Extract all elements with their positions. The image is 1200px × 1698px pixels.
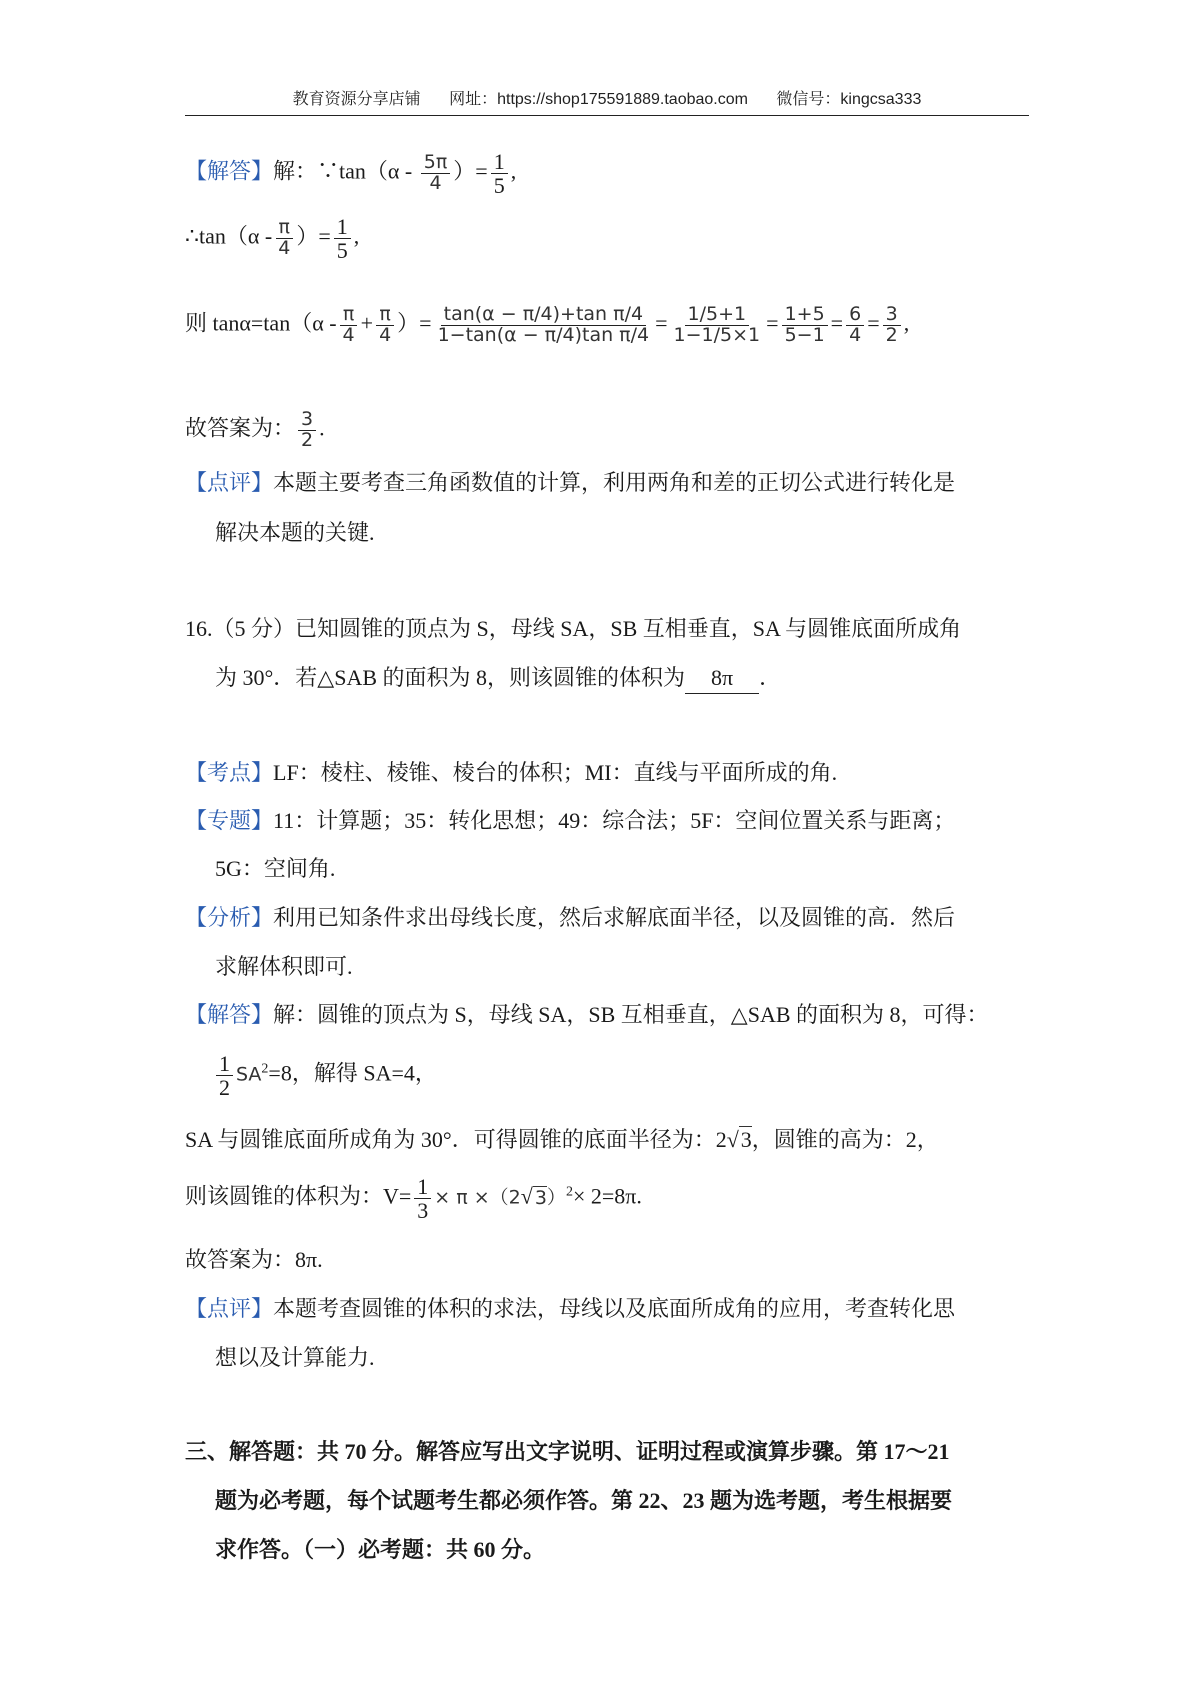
fraction-1-5: $\frac{1}{5}$ [491,150,508,197]
answer-blank: 8π [685,663,759,694]
q15-review-line1: 【点评】本题主要考查三角函数值的计算，利用两角和差的正切公式进行转化是 [185,470,956,495]
q15-answer-line1: 【解答】解：∵tan（α - $\frac{5\pi}{4}$ ）= $\frac{1}{5}$ , [185,149,517,199]
fraction-pi-4: $\frac{\pi}{4}$ [275,218,293,259]
shop-name: 教育资源分享店铺 [292,91,421,108]
review-tag: 【点评】 [185,1296,274,1321]
fraction-3-2: $\frac{3}{2}$ [298,410,316,451]
kaodian-tag: 【考点】 [185,760,274,785]
q16-answer-line4: 则该圆锥的体积为：V= $\frac{1}{3}$ × π ×（2√ 3）$^2$× 2=8π. [185,1174,642,1224]
fraction-1-5: $\frac{1}{5}$ [334,215,351,262]
q16-zhuanti-line2: 5G：空间角. [215,856,336,881]
fraction-5pi-4: $\frac{5\pi}{4}$ [421,153,451,194]
section3-heading-line1: 三、解答题：共 70 分。解答应写出文字说明、证明过程或演算步骤。第 17～21 [185,1439,950,1464]
answer-tag: 【解答】 [185,1002,274,1027]
answer-tag: 【解答】 [185,158,274,184]
q16-review-line1: 【点评】本题考查圆锥的体积的求法，母线以及底面所成角的应用，考查转化思 [185,1296,956,1321]
q15-answer-line2: ∴tan（α - $\frac{\pi}{4}$ ）= $\frac{1}{5}$ , [185,214,360,264]
q16-answer-line3: SA 与圆锥底面所成角为 30°．可得圆锥的底面半径为：2√3，圆锥的高为：2， [185,1127,939,1152]
q15-final-answer: 故答案为： $\frac{3}{2}$ . [185,408,325,451]
section3-heading-line2: 题为必考题，每个试题考生都必须作答。第 22、23 题为选考题，考生根据要 [215,1488,953,1513]
numeric-fraction: $\frac{1/5+1}{1-1/5\times 1}$ [673,303,761,346]
zhuanti-tag: 【专题】 [185,808,274,833]
q16-fenxi-line1: 【分析】利用已知条件求出母线长度，然后求解底面半径，以及圆锥的高．然后 [185,905,956,930]
q16-stem-line2: 为 30°．若△SAB 的面积为 8，则该圆锥的体积为 8π ． [215,663,781,694]
tan-sum-formula-fraction: $\frac{\text{tan(α − π/4)+tan π/4}}{\text{1−tan(α − π/4)tan π/4}}$ [437,303,650,346]
q16-final-answer: 故答案为：8π. [185,1247,323,1272]
page-header [185,86,1029,116]
q16-stem-line1: 16.（5 分）已知圆锥的顶点为 S，母线 SA，SB 互相垂直，SA 与圆锥底面所成角 [185,616,962,641]
shop-url: 网址：https://shop175591889.taobao.com [449,91,748,108]
review-tag: 【点评】 [185,470,274,495]
q16-answer-line1: 【解答】解：圆锥的顶点为 S，母线 SA，SB 互相垂直，△SAB 的面积为 8，可得： [185,1002,989,1027]
q16-answer-line2: $\frac{1}{2}$ $SA^2=8$，解得 SA=4， [213,1052,437,1099]
fenxi-tag: 【分析】 [185,905,274,930]
section3-heading-line3: 求作答。（一）必考题：共 60 分。 [215,1537,546,1562]
sqrt-symbol: √ [726,1127,739,1152]
wechat-id: 微信号：kingcsa333 [776,91,922,108]
q16-review-line2: 想以及计算能力. [215,1345,375,1370]
q16-zhuanti-line1: 【专题】11：计算题；35：转化思想；49：综合法；5F：空间位置关系与距离； [185,808,956,833]
q16-kaodian: 【考点】LF：棱柱、棱锥、棱台的体积；MI：直线与平面所成的角. [185,760,838,785]
fraction-1-2: $\frac{1}{2}$ [216,1052,233,1099]
q16-fenxi-line2: 求解体积即可. [215,954,353,979]
fraction-1-3: $\frac{1}{3}$ [414,1175,431,1222]
q15-review-line2: 解决本题的关键. [215,520,375,545]
q15-answer-line3: 则 tanα=tan（α - $\frac{\pi}{4}$ + $\frac{\pi}{4}$ ）= $\frac{\text{tan(α − π/4)+tan π/4}}{\text{1−tan(α − π/4)tan π/4}}$ = $\frac{1/5+1}{1-1/5\times 1}$ = $\frac{1+5}{5-1}$ = $\frac{6}{4}$ = $\frac{3}{2}$ , [185,303,910,346]
